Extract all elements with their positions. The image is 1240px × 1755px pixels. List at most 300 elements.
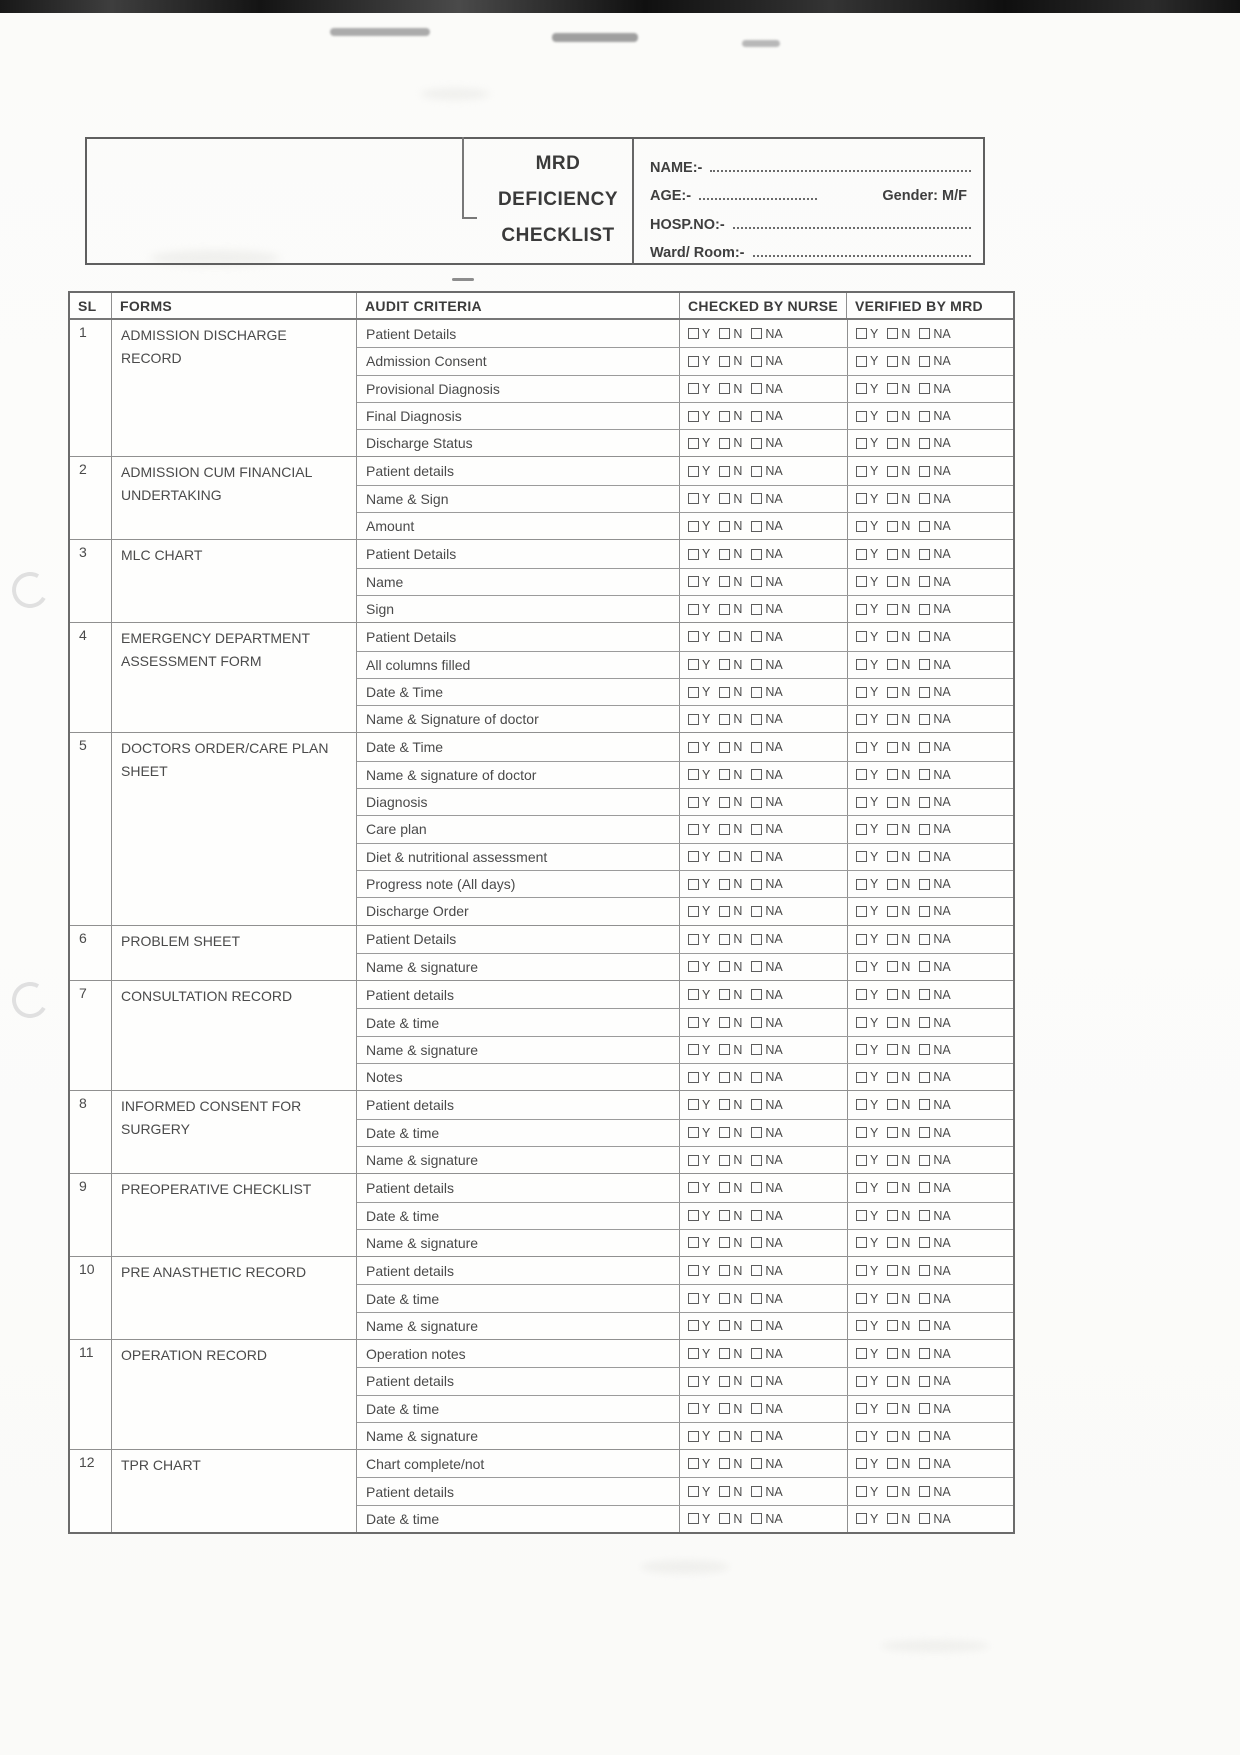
- checkbox-y[interactable]: [856, 1320, 867, 1331]
- checkbox-n[interactable]: [719, 356, 730, 367]
- checkbox-n[interactable]: [719, 714, 730, 725]
- checkbox-label-y: Y: [870, 409, 879, 424]
- checkbox-na[interactable]: [919, 1293, 930, 1304]
- checkbox-n[interactable]: [887, 906, 898, 917]
- checkbox-label-n: N: [733, 987, 743, 1002]
- checkbox-na[interactable]: [919, 1072, 930, 1083]
- form-name-cell: OPERATION RECORD: [112, 1340, 357, 1449]
- checkbox-na[interactable]: [751, 769, 762, 780]
- checkbox-y[interactable]: [688, 631, 699, 642]
- checkbox-label-y: Y: [702, 1042, 711, 1057]
- checkbox-na[interactable]: [751, 356, 762, 367]
- checkbox-n[interactable]: [719, 851, 730, 862]
- checkbox-na[interactable]: [919, 824, 930, 835]
- checkbox-y[interactable]: [856, 521, 867, 532]
- checkbox-na[interactable]: [919, 906, 930, 917]
- checkbox-n[interactable]: [719, 879, 730, 890]
- checkbox-label-y: Y: [702, 1153, 711, 1168]
- checkbox-na[interactable]: [751, 1210, 762, 1221]
- checkbox-label-n: N: [901, 381, 911, 396]
- checked-by-nurse-cell: [680, 1174, 847, 1201]
- checkbox-label-y: Y: [870, 491, 879, 506]
- checkbox-na[interactable]: [919, 1237, 930, 1248]
- checkbox-n[interactable]: [887, 604, 898, 615]
- checkbox-na[interactable]: [919, 356, 930, 367]
- checkbox-y[interactable]: [688, 1017, 699, 1028]
- checkbox-y[interactable]: [856, 1458, 867, 1469]
- checkbox-na[interactable]: [919, 961, 930, 972]
- checkbox-y[interactable]: [688, 549, 699, 560]
- checkbox-n[interactable]: [887, 1486, 898, 1497]
- checkbox-na[interactable]: [751, 1293, 762, 1304]
- checkbox-y[interactable]: [856, 1403, 867, 1414]
- scan-smudge: [640, 1560, 730, 1574]
- checkbox-n[interactable]: [719, 1293, 730, 1304]
- checkbox-na[interactable]: [751, 1072, 762, 1083]
- checkbox-y[interactable]: [856, 493, 867, 504]
- checkbox-n[interactable]: [887, 1044, 898, 1055]
- checkbox-n[interactable]: [887, 1237, 898, 1248]
- checkbox-na[interactable]: [919, 714, 930, 725]
- checkbox-na[interactable]: [919, 1348, 930, 1359]
- checkbox-na[interactable]: [751, 604, 762, 615]
- checkbox-na[interactable]: [919, 1017, 930, 1028]
- checkbox-na[interactable]: [751, 1376, 762, 1387]
- checkbox-y[interactable]: [856, 1237, 867, 1248]
- checkbox-n[interactable]: [887, 1017, 898, 1028]
- checkbox-na[interactable]: [751, 1127, 762, 1138]
- checkbox-n[interactable]: [719, 328, 730, 339]
- checkbox-na[interactable]: [751, 549, 762, 560]
- checkbox-n[interactable]: [719, 1348, 730, 1359]
- checkbox-y[interactable]: [688, 328, 699, 339]
- checkbox-n[interactable]: [887, 1155, 898, 1166]
- checkbox-n[interactable]: [887, 1127, 898, 1138]
- checkbox-y[interactable]: [856, 1017, 867, 1028]
- checkbox-na[interactable]: [751, 1182, 762, 1193]
- ward-room-fill-line[interactable]: [753, 255, 971, 257]
- checkbox-y[interactable]: [856, 631, 867, 642]
- criteria-cell: Name & signature: [357, 1230, 680, 1256]
- checkbox-n[interactable]: [887, 879, 898, 890]
- checkbox-na[interactable]: [751, 1155, 762, 1166]
- checkbox-n[interactable]: [887, 383, 898, 394]
- checkbox-na[interactable]: [919, 604, 930, 615]
- checkbox-y[interactable]: [856, 1376, 867, 1387]
- checkbox-n[interactable]: [719, 576, 730, 587]
- checkbox-label-na: NA: [765, 436, 783, 451]
- checkbox-n[interactable]: [887, 1293, 898, 1304]
- checkbox-n[interactable]: [887, 466, 898, 477]
- checkbox-na[interactable]: [919, 1265, 930, 1276]
- checkbox-y[interactable]: [688, 356, 699, 367]
- checkbox-na[interactable]: [751, 989, 762, 1000]
- checkbox-y[interactable]: [688, 1486, 699, 1497]
- checkbox-na[interactable]: [919, 576, 930, 587]
- checkbox-y[interactable]: [688, 687, 699, 698]
- checkbox-y[interactable]: [856, 466, 867, 477]
- checkbox-y[interactable]: [688, 383, 699, 394]
- checkbox-y[interactable]: [688, 824, 699, 835]
- checkbox-n[interactable]: [719, 1403, 730, 1414]
- checkbox-y[interactable]: [856, 797, 867, 808]
- checkbox-label-na: NA: [933, 1097, 951, 1112]
- age-fill-line[interactable]: [699, 198, 817, 200]
- checkbox-n[interactable]: [719, 1513, 730, 1524]
- checkbox-y[interactable]: [856, 1486, 867, 1497]
- checkbox-na[interactable]: [751, 383, 762, 394]
- checkbox-y[interactable]: [688, 1155, 699, 1166]
- checkbox-y[interactable]: [688, 879, 699, 890]
- checkbox-n[interactable]: [887, 1182, 898, 1193]
- checkbox-n[interactable]: [719, 521, 730, 532]
- checkbox-na[interactable]: [919, 383, 930, 394]
- checkbox-y[interactable]: [688, 1237, 699, 1248]
- checkbox-y[interactable]: [856, 1293, 867, 1304]
- checkbox-y[interactable]: [688, 934, 699, 945]
- checkbox-n[interactable]: [887, 1320, 898, 1331]
- checkbox-na[interactable]: [751, 906, 762, 917]
- checkbox-na[interactable]: [919, 1099, 930, 1110]
- checkbox-na[interactable]: [919, 466, 930, 477]
- checkbox-label-na: NA: [765, 767, 783, 782]
- checkbox-na[interactable]: [751, 1458, 762, 1469]
- checkbox-na[interactable]: [919, 328, 930, 339]
- checkbox-na[interactable]: [919, 1320, 930, 1331]
- name-fill-line[interactable]: [710, 170, 971, 172]
- checkbox-y[interactable]: [856, 1127, 867, 1138]
- checkbox-y[interactable]: [856, 383, 867, 394]
- checkbox-na[interactable]: [751, 493, 762, 504]
- checkbox-n[interactable]: [719, 1265, 730, 1276]
- checkbox-na[interactable]: [751, 934, 762, 945]
- checkbox-n[interactable]: [887, 521, 898, 532]
- checkbox-n[interactable]: [887, 1072, 898, 1083]
- checkbox-na[interactable]: [751, 961, 762, 972]
- checkbox-na[interactable]: [919, 1376, 930, 1387]
- checkbox-n[interactable]: [719, 1237, 730, 1248]
- checkbox-na[interactable]: [919, 1044, 930, 1055]
- criteria-row: [357, 347, 1013, 374]
- checkbox-n[interactable]: [887, 411, 898, 422]
- checkbox-label-na: NA: [765, 1263, 783, 1278]
- checkbox-na[interactable]: [751, 824, 762, 835]
- checkbox-n[interactable]: [719, 824, 730, 835]
- checkbox-na[interactable]: [751, 328, 762, 339]
- checkbox-n[interactable]: [719, 659, 730, 670]
- checkbox-y[interactable]: [688, 521, 699, 532]
- checkbox-y[interactable]: [856, 576, 867, 587]
- checkbox-na[interactable]: [919, 1403, 930, 1414]
- checkbox-y[interactable]: [688, 1431, 699, 1442]
- checkbox-na[interactable]: [751, 1320, 762, 1331]
- checkbox-y[interactable]: [856, 824, 867, 835]
- checkbox-na[interactable]: [919, 1155, 930, 1166]
- checkbox-na[interactable]: [751, 1044, 762, 1055]
- checkbox-na[interactable]: [751, 1513, 762, 1524]
- checkbox-n[interactable]: [887, 961, 898, 972]
- checkbox-y[interactable]: [688, 1320, 699, 1331]
- criteria-row: [357, 651, 1013, 678]
- checkbox-na[interactable]: [919, 493, 930, 504]
- checkbox-na[interactable]: [751, 851, 762, 862]
- checkbox-na[interactable]: [751, 1265, 762, 1276]
- checkbox-n[interactable]: [887, 989, 898, 1000]
- checkbox-label-y: Y: [702, 602, 711, 617]
- checkbox-label-na: NA: [933, 767, 951, 782]
- checkbox-y[interactable]: [856, 879, 867, 890]
- checkbox-n[interactable]: [719, 1210, 730, 1221]
- checkbox-y[interactable]: [856, 961, 867, 972]
- checkbox-y[interactable]: [856, 906, 867, 917]
- checkbox-na[interactable]: [751, 466, 762, 477]
- checkbox-y[interactable]: [856, 1099, 867, 1110]
- checkbox-n[interactable]: [887, 549, 898, 560]
- checkbox-y[interactable]: [856, 1431, 867, 1442]
- checkbox-n[interactable]: [887, 328, 898, 339]
- checkbox-y[interactable]: [688, 466, 699, 477]
- checkbox-n[interactable]: [719, 1486, 730, 1497]
- checkbox-y[interactable]: [688, 769, 699, 780]
- checkbox-na[interactable]: [751, 714, 762, 725]
- checkbox-n[interactable]: [887, 493, 898, 504]
- checkbox-n[interactable]: [719, 1320, 730, 1331]
- checkbox-y[interactable]: [856, 769, 867, 780]
- checkbox-y[interactable]: [856, 1513, 867, 1524]
- checkbox-y[interactable]: [856, 604, 867, 615]
- checkbox-n[interactable]: [887, 851, 898, 862]
- checkbox-n[interactable]: [887, 356, 898, 367]
- checkbox-y[interactable]: [688, 1127, 699, 1138]
- checkbox-na[interactable]: [919, 1182, 930, 1193]
- checkbox-y[interactable]: [856, 989, 867, 1000]
- checkbox-n[interactable]: [719, 1431, 730, 1442]
- checkbox-n[interactable]: [719, 1155, 730, 1166]
- checkbox-y[interactable]: [688, 851, 699, 862]
- checkbox-y[interactable]: [688, 961, 699, 972]
- checkbox-y[interactable]: [688, 1513, 699, 1524]
- checkbox-n[interactable]: [719, 493, 730, 504]
- checkbox-n[interactable]: [887, 438, 898, 449]
- checkbox-na[interactable]: [919, 438, 930, 449]
- checkbox-label-na: NA: [765, 519, 783, 534]
- checkbox-y[interactable]: [688, 1348, 699, 1359]
- checkbox-y[interactable]: [856, 714, 867, 725]
- checkbox-y[interactable]: [856, 1182, 867, 1193]
- checkbox-na[interactable]: [751, 797, 762, 808]
- checkbox-y[interactable]: [688, 438, 699, 449]
- checkbox-na[interactable]: [919, 659, 930, 670]
- checkbox-na[interactable]: [751, 687, 762, 698]
- checkbox-n[interactable]: [887, 824, 898, 835]
- checkbox-n[interactable]: [887, 934, 898, 945]
- checkbox-na[interactable]: [919, 1486, 930, 1497]
- checkbox-n[interactable]: [719, 989, 730, 1000]
- checkbox-na[interactable]: [919, 769, 930, 780]
- checkbox-na[interactable]: [751, 521, 762, 532]
- checkbox-na[interactable]: [751, 631, 762, 642]
- checkbox-na[interactable]: [919, 742, 930, 753]
- checkbox-na[interactable]: [751, 659, 762, 670]
- checkbox-n[interactable]: [719, 1017, 730, 1028]
- checkbox-n[interactable]: [887, 1513, 898, 1524]
- checkbox-na[interactable]: [919, 934, 930, 945]
- checkbox-y[interactable]: [688, 797, 699, 808]
- checkbox-y[interactable]: [688, 989, 699, 1000]
- checkbox-n[interactable]: [719, 1376, 730, 1387]
- checkbox-y[interactable]: [688, 1099, 699, 1110]
- hosp-no-fill-line[interactable]: [733, 227, 971, 229]
- checkbox-y[interactable]: [856, 687, 867, 698]
- checkbox-n[interactable]: [887, 1348, 898, 1359]
- checkbox-label-na: NA: [933, 1042, 951, 1057]
- checkbox-n[interactable]: [887, 1376, 898, 1387]
- checkbox-y[interactable]: [856, 438, 867, 449]
- checkbox-y[interactable]: [856, 328, 867, 339]
- checkbox-n[interactable]: [719, 438, 730, 449]
- checkbox-na[interactable]: [919, 879, 930, 890]
- checkbox-y[interactable]: [688, 906, 699, 917]
- checkbox-n[interactable]: [719, 1127, 730, 1138]
- checkbox-n[interactable]: [887, 769, 898, 780]
- checkbox-na[interactable]: [751, 1348, 762, 1359]
- checkbox-label-n: N: [733, 849, 743, 864]
- checkbox-y[interactable]: [688, 604, 699, 615]
- checkbox-n[interactable]: [887, 631, 898, 642]
- verified-by-mrd-cell: [847, 1203, 1013, 1229]
- checkbox-n[interactable]: [887, 1210, 898, 1221]
- checkbox-y[interactable]: [856, 356, 867, 367]
- checkbox-label-na: NA: [933, 1374, 951, 1389]
- checkbox-n[interactable]: [887, 1431, 898, 1442]
- checkbox-y[interactable]: [856, 851, 867, 862]
- checkbox-n[interactable]: [887, 576, 898, 587]
- checkbox-y[interactable]: [856, 411, 867, 422]
- checkbox-na[interactable]: [919, 1458, 930, 1469]
- checkbox-y[interactable]: [688, 1265, 699, 1276]
- checkbox-y[interactable]: [856, 1265, 867, 1276]
- checkbox-na[interactable]: [751, 1403, 762, 1414]
- checkbox-y[interactable]: [688, 493, 699, 504]
- checkbox-y[interactable]: [688, 411, 699, 422]
- checkbox-y[interactable]: [856, 1072, 867, 1083]
- checkbox-n[interactable]: [887, 1458, 898, 1469]
- checkbox-na[interactable]: [919, 989, 930, 1000]
- checkbox-n[interactable]: [719, 411, 730, 422]
- checkbox-n[interactable]: [887, 687, 898, 698]
- checkbox-na[interactable]: [751, 1099, 762, 1110]
- checkbox-n[interactable]: [719, 1099, 730, 1110]
- checkbox-n[interactable]: [719, 466, 730, 477]
- checkbox-y[interactable]: [688, 714, 699, 725]
- checkbox-na[interactable]: [919, 1513, 930, 1524]
- checkbox-y[interactable]: [688, 1458, 699, 1469]
- checkbox-n[interactable]: [887, 742, 898, 753]
- checkbox-label-na: NA: [933, 436, 951, 451]
- checkbox-na[interactable]: [919, 687, 930, 698]
- verified-by-mrd-cell: [847, 1147, 1013, 1173]
- checkbox-y[interactable]: [856, 934, 867, 945]
- checkbox-y[interactable]: [856, 1348, 867, 1359]
- checkbox-y[interactable]: [856, 1044, 867, 1055]
- checkbox-na[interactable]: [919, 411, 930, 422]
- checkbox-y[interactable]: [856, 549, 867, 560]
- checkbox-na[interactable]: [919, 797, 930, 808]
- checkbox-y[interactable]: [856, 742, 867, 753]
- checkbox-na[interactable]: [751, 1486, 762, 1497]
- checkbox-n[interactable]: [719, 961, 730, 972]
- checkbox-n[interactable]: [719, 383, 730, 394]
- checkbox-y[interactable]: [688, 1403, 699, 1414]
- checkbox-n[interactable]: [719, 769, 730, 780]
- checkbox-n[interactable]: [719, 1072, 730, 1083]
- checkbox-na[interactable]: [751, 1431, 762, 1442]
- checkbox-n[interactable]: [719, 742, 730, 753]
- checkbox-y[interactable]: [856, 1210, 867, 1221]
- checkbox-na[interactable]: [919, 549, 930, 560]
- checkbox-n[interactable]: [887, 659, 898, 670]
- checkbox-n[interactable]: [719, 1044, 730, 1055]
- checkbox-n[interactable]: [887, 714, 898, 725]
- checkbox-n[interactable]: [887, 1099, 898, 1110]
- checkbox-n[interactable]: [719, 934, 730, 945]
- checkbox-na[interactable]: [919, 631, 930, 642]
- checkbox-y[interactable]: [856, 659, 867, 670]
- checkbox-y[interactable]: [856, 1155, 867, 1166]
- checkbox-label-n: N: [733, 409, 743, 424]
- checkbox-label-y: Y: [702, 326, 711, 341]
- checkbox-n[interactable]: [719, 604, 730, 615]
- checkbox-y[interactable]: [688, 1210, 699, 1221]
- checkbox-n[interactable]: [887, 797, 898, 808]
- checkbox-y[interactable]: [688, 1072, 699, 1083]
- checkbox-na[interactable]: [751, 411, 762, 422]
- checkbox-label-y: Y: [870, 959, 879, 974]
- checkbox-na[interactable]: [919, 851, 930, 862]
- checkbox-n[interactable]: [887, 1403, 898, 1414]
- checkbox-y[interactable]: [688, 659, 699, 670]
- header-nurse: CHECKED BY NURSE: [680, 293, 847, 318]
- checkbox-na[interactable]: [751, 742, 762, 753]
- checkbox-y[interactable]: [688, 742, 699, 753]
- verified-by-mrd-cell: [847, 457, 1013, 484]
- checkbox-n[interactable]: [719, 1458, 730, 1469]
- checkbox-na[interactable]: [751, 879, 762, 890]
- checkbox-y[interactable]: [688, 1376, 699, 1387]
- checkbox-na[interactable]: [919, 521, 930, 532]
- checkbox-n[interactable]: [719, 549, 730, 560]
- checkbox-na[interactable]: [751, 438, 762, 449]
- checkbox-na[interactable]: [919, 1210, 930, 1221]
- checkbox-na[interactable]: [751, 1017, 762, 1028]
- checkbox-na[interactable]: [751, 576, 762, 587]
- checkbox-n[interactable]: [719, 906, 730, 917]
- checkbox-na[interactable]: [919, 1127, 930, 1138]
- checkbox-y[interactable]: [688, 576, 699, 587]
- checkbox-n[interactable]: [719, 631, 730, 642]
- checkbox-n[interactable]: [887, 1265, 898, 1276]
- checkbox-label-n: N: [901, 849, 911, 864]
- checkbox-n[interactable]: [719, 687, 730, 698]
- checkbox-n[interactable]: [719, 797, 730, 808]
- checkbox-y[interactable]: [688, 1044, 699, 1055]
- checkbox-na[interactable]: [919, 1431, 930, 1442]
- checkbox-y[interactable]: [688, 1182, 699, 1193]
- checkbox-na[interactable]: [751, 1237, 762, 1248]
- checkbox-y[interactable]: [688, 1293, 699, 1304]
- checkbox-n[interactable]: [719, 1182, 730, 1193]
- checkbox-label-y: Y: [870, 326, 879, 341]
